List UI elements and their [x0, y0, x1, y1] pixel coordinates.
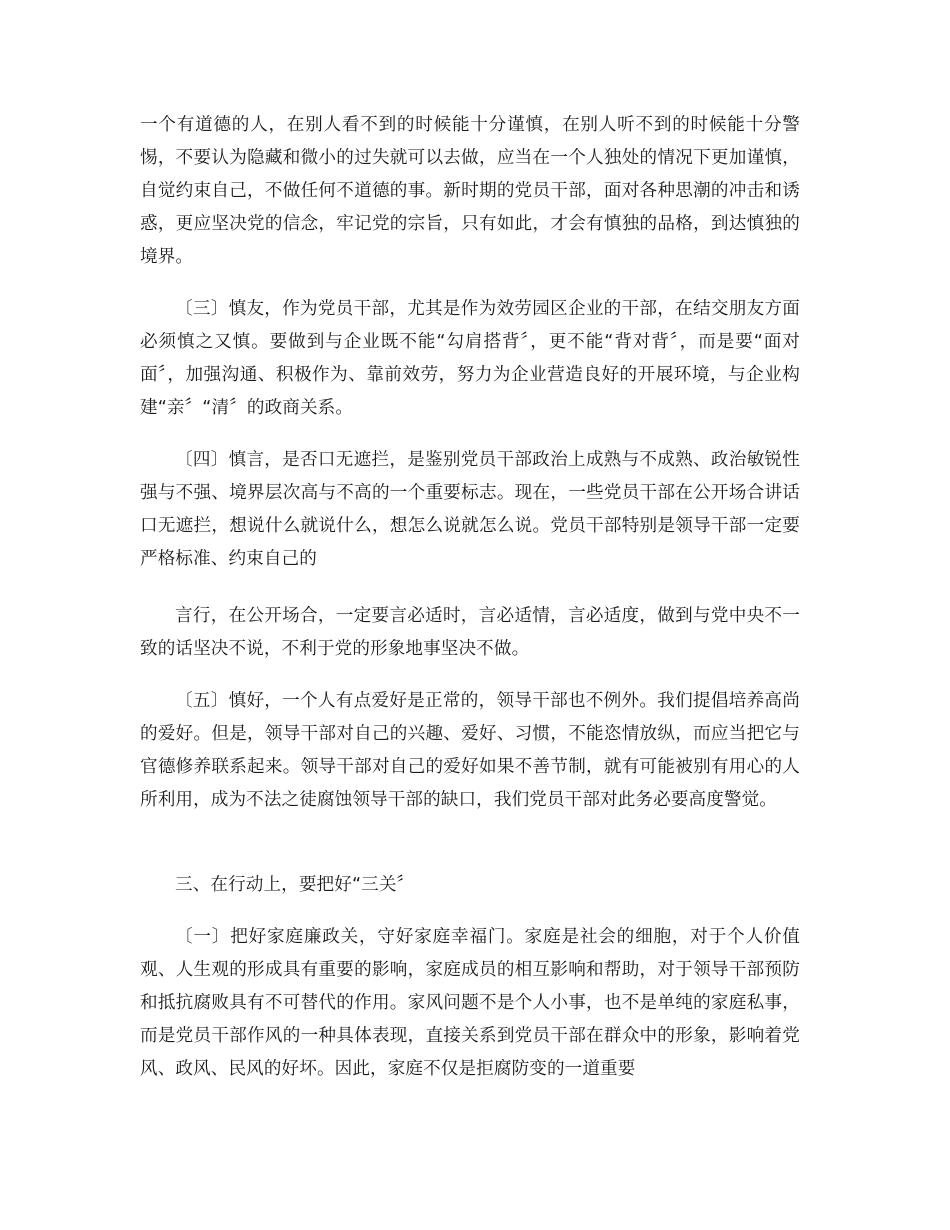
section-heading-three-passes: 三、在行动上，要把好“三关〞 — [175, 875, 415, 895]
paragraph-shen-yan-continuation: 言行，在公开场合，一定要言必适时，言必适情，言必适度，做到与党中央不一致的话坚决不说，不利于党的形象地事坚决不做。 — [140, 606, 800, 659]
paragraph-family-integrity: 〔一〕把好家庭廉政关，守好家庭幸福门。家庭是社会的细胞，对于个人价值观、人生观的形成具有重要的影响，家庭成员的相互影响和帮助，对于领导干部预防和抵抗腐败具有不可替代的作用。家风问题不是个人小事，也不是单纯的家庭私事，而是党员干部作风的一种具体表现，直接关系到党员干部在群众中的形象，影响着党风、政风、民风的好坏。因此，家庭不仅是拒腐防变的一道重要 — [140, 927, 800, 1079]
paragraph-shendu-continuation: 一个有道德的人，在别人看不到的时候能十分谨慎，在别人听不到的时候能十分警惕，不要认为隐藏和微小的过失就可以去做，应当在一个人独处的情况下更加谨慎，自觉约束自己，不做任何不道德的事。新时期的党员干部，面对各种思潮的冲击和诱惑，更应坚决党的信念，牢记党的宗旨，只有如此，才会有慎独的品格，到达慎独的境界。 — [140, 115, 800, 267]
paragraph-shen-yan: 〔四〕慎言，是否口无遮拦，是鉴别党员干部政治上成熟与不成熟、政治敏锐性强与不强、境界层次高与不高的一个重要标志。现在，一些党员干部在公开场合讲话口无遮拦，想说什么就说什么，想怎么说就怎么说。党员干部特别是领导干部一定要严格标准、约束自己的 — [140, 450, 800, 569]
paragraph-shen-hao: 〔五〕慎好，一个人有点爱好是正常的，领导干部也不例外。我们提倡培养高尚的爱好。但是，领导干部对自己的兴趣、爱好、习惯，不能恣情放纵，而应当把它与官德修养联系起来。领导干部对自己的爱好如果不善节制，就有可能被别有用心的人所利用，成为不法之徒腐蚀领导干部的缺口，我们党员干部对此务必要高度警觉。 — [140, 691, 800, 810]
paragraph-shen-you: 〔三〕慎友，作为党员干部，尤其是作为效劳园区企业的干部，在结交朋友方面必须慎之又慎。要做到与企业既不能“勾肩搭背〞，更不能“背对背〞，而是要“面对面〞，加强沟通、积极作为、靠前效劳，努力为企业营造良好的开展环境，与企业构建“亲〞“清〞的政商关系。 — [140, 299, 800, 418]
